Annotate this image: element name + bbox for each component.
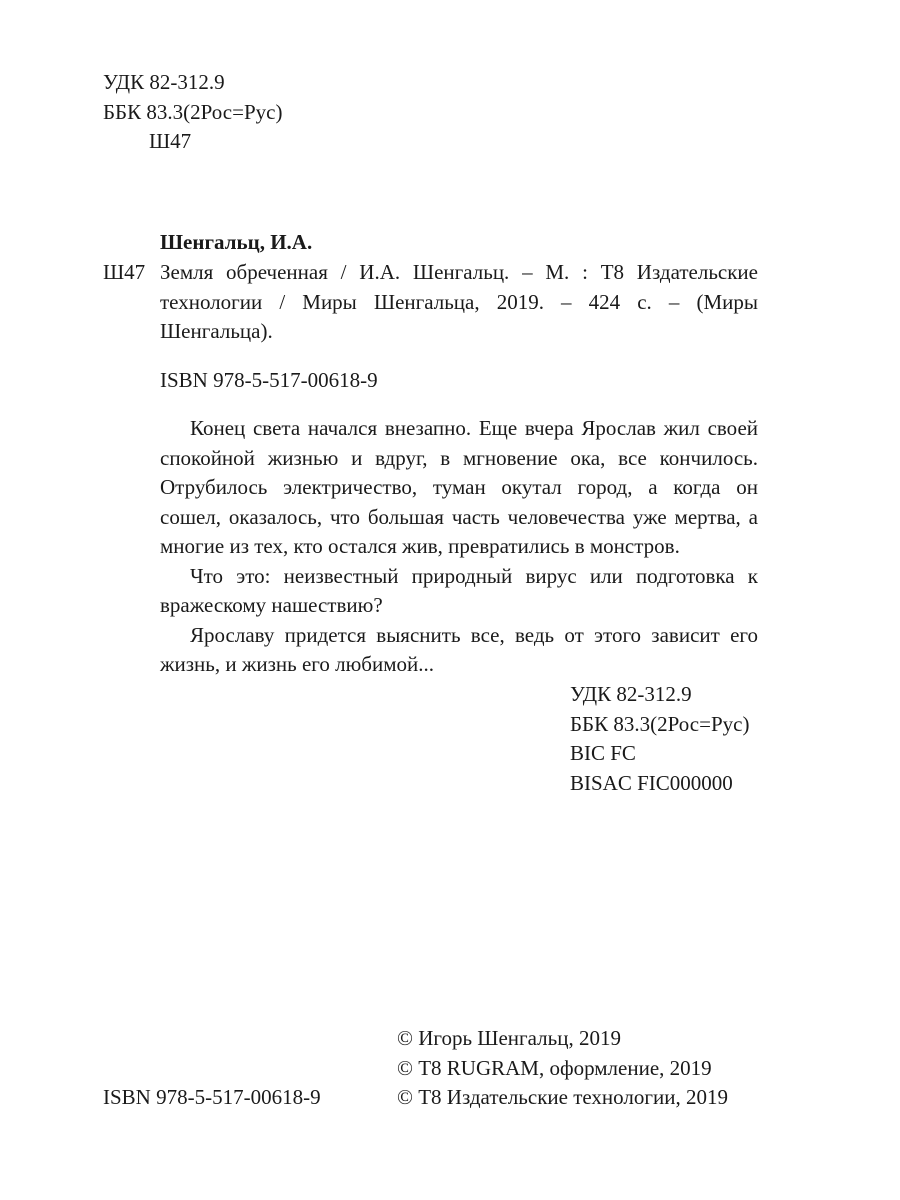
copyright-notices bbox=[397, 1024, 728, 1113]
annotation-line: Отрубилось электричество, туман окутал город, а когда он bbox=[160, 475, 758, 499]
annotation bbox=[160, 414, 758, 680]
top-classification-codes bbox=[103, 68, 282, 157]
bbk-code: ББК 83.3(2Рос=Рус) bbox=[103, 99, 283, 124]
copyright-line: © Т8 Издательские технологии, 2019 bbox=[397, 1085, 728, 1109]
annotation-line: вражескому нашествию? bbox=[160, 593, 383, 617]
bibliographic-description bbox=[160, 258, 758, 347]
copyright-line: © Т8 RUGRAM, оформление, 2019 bbox=[397, 1055, 712, 1080]
classification-codes bbox=[570, 680, 749, 798]
annotation-line: Что это: неизвестный природный вирус или подготовка к bbox=[190, 563, 758, 588]
annotation-line: Ярославу придется выяснить все, ведь от этого зависит его bbox=[190, 622, 758, 647]
bic-code: BIC FC bbox=[570, 741, 636, 765]
bisac-code: BISAC FIC000000 bbox=[570, 770, 733, 795]
annotation-line: жизнь, и жизнь его любимой... bbox=[160, 652, 434, 676]
description-line: Шенгальца). bbox=[160, 319, 273, 343]
udk-code: УДК 82-312.9 bbox=[570, 682, 692, 706]
annotation-line: сошел, оказалось, что большая часть человечества уже мертва, а bbox=[160, 504, 758, 529]
description-line: технологии / Миры Шенгальца, 2019. – 424 с. – (Миры bbox=[160, 289, 758, 314]
udk-code: УДК 82-312.9 bbox=[103, 70, 225, 94]
description-line: Земля обреченная / И.А. Шенгальц. – М. : Т8 Издательские bbox=[160, 260, 758, 284]
author-mark: Ш47 bbox=[149, 129, 192, 153]
isbn-record: ISBN 978-5-517-00618-9 bbox=[160, 368, 378, 392]
annotation-line: Конец света начался внезапно. Еще вчера Ярослав жил своей bbox=[190, 416, 758, 440]
bbk-code: ББК 83.3(2Рос=Рус) bbox=[570, 711, 750, 736]
catalog-author-mark: Ш47 bbox=[103, 260, 146, 284]
isbn-bottom: ISBN 978-5-517-00618-9 bbox=[103, 1085, 321, 1109]
annotation-line: спокойной жизнью и вдруг, в мгновение ока, все кончилось. bbox=[160, 445, 758, 470]
author-heading: Шенгальц, И.А. bbox=[160, 230, 313, 254]
annotation-line: многие из тех, кто остался жив, превратились в монстров. bbox=[160, 534, 680, 558]
copyright-line: © Игорь Шенгальц, 2019 bbox=[397, 1026, 621, 1050]
